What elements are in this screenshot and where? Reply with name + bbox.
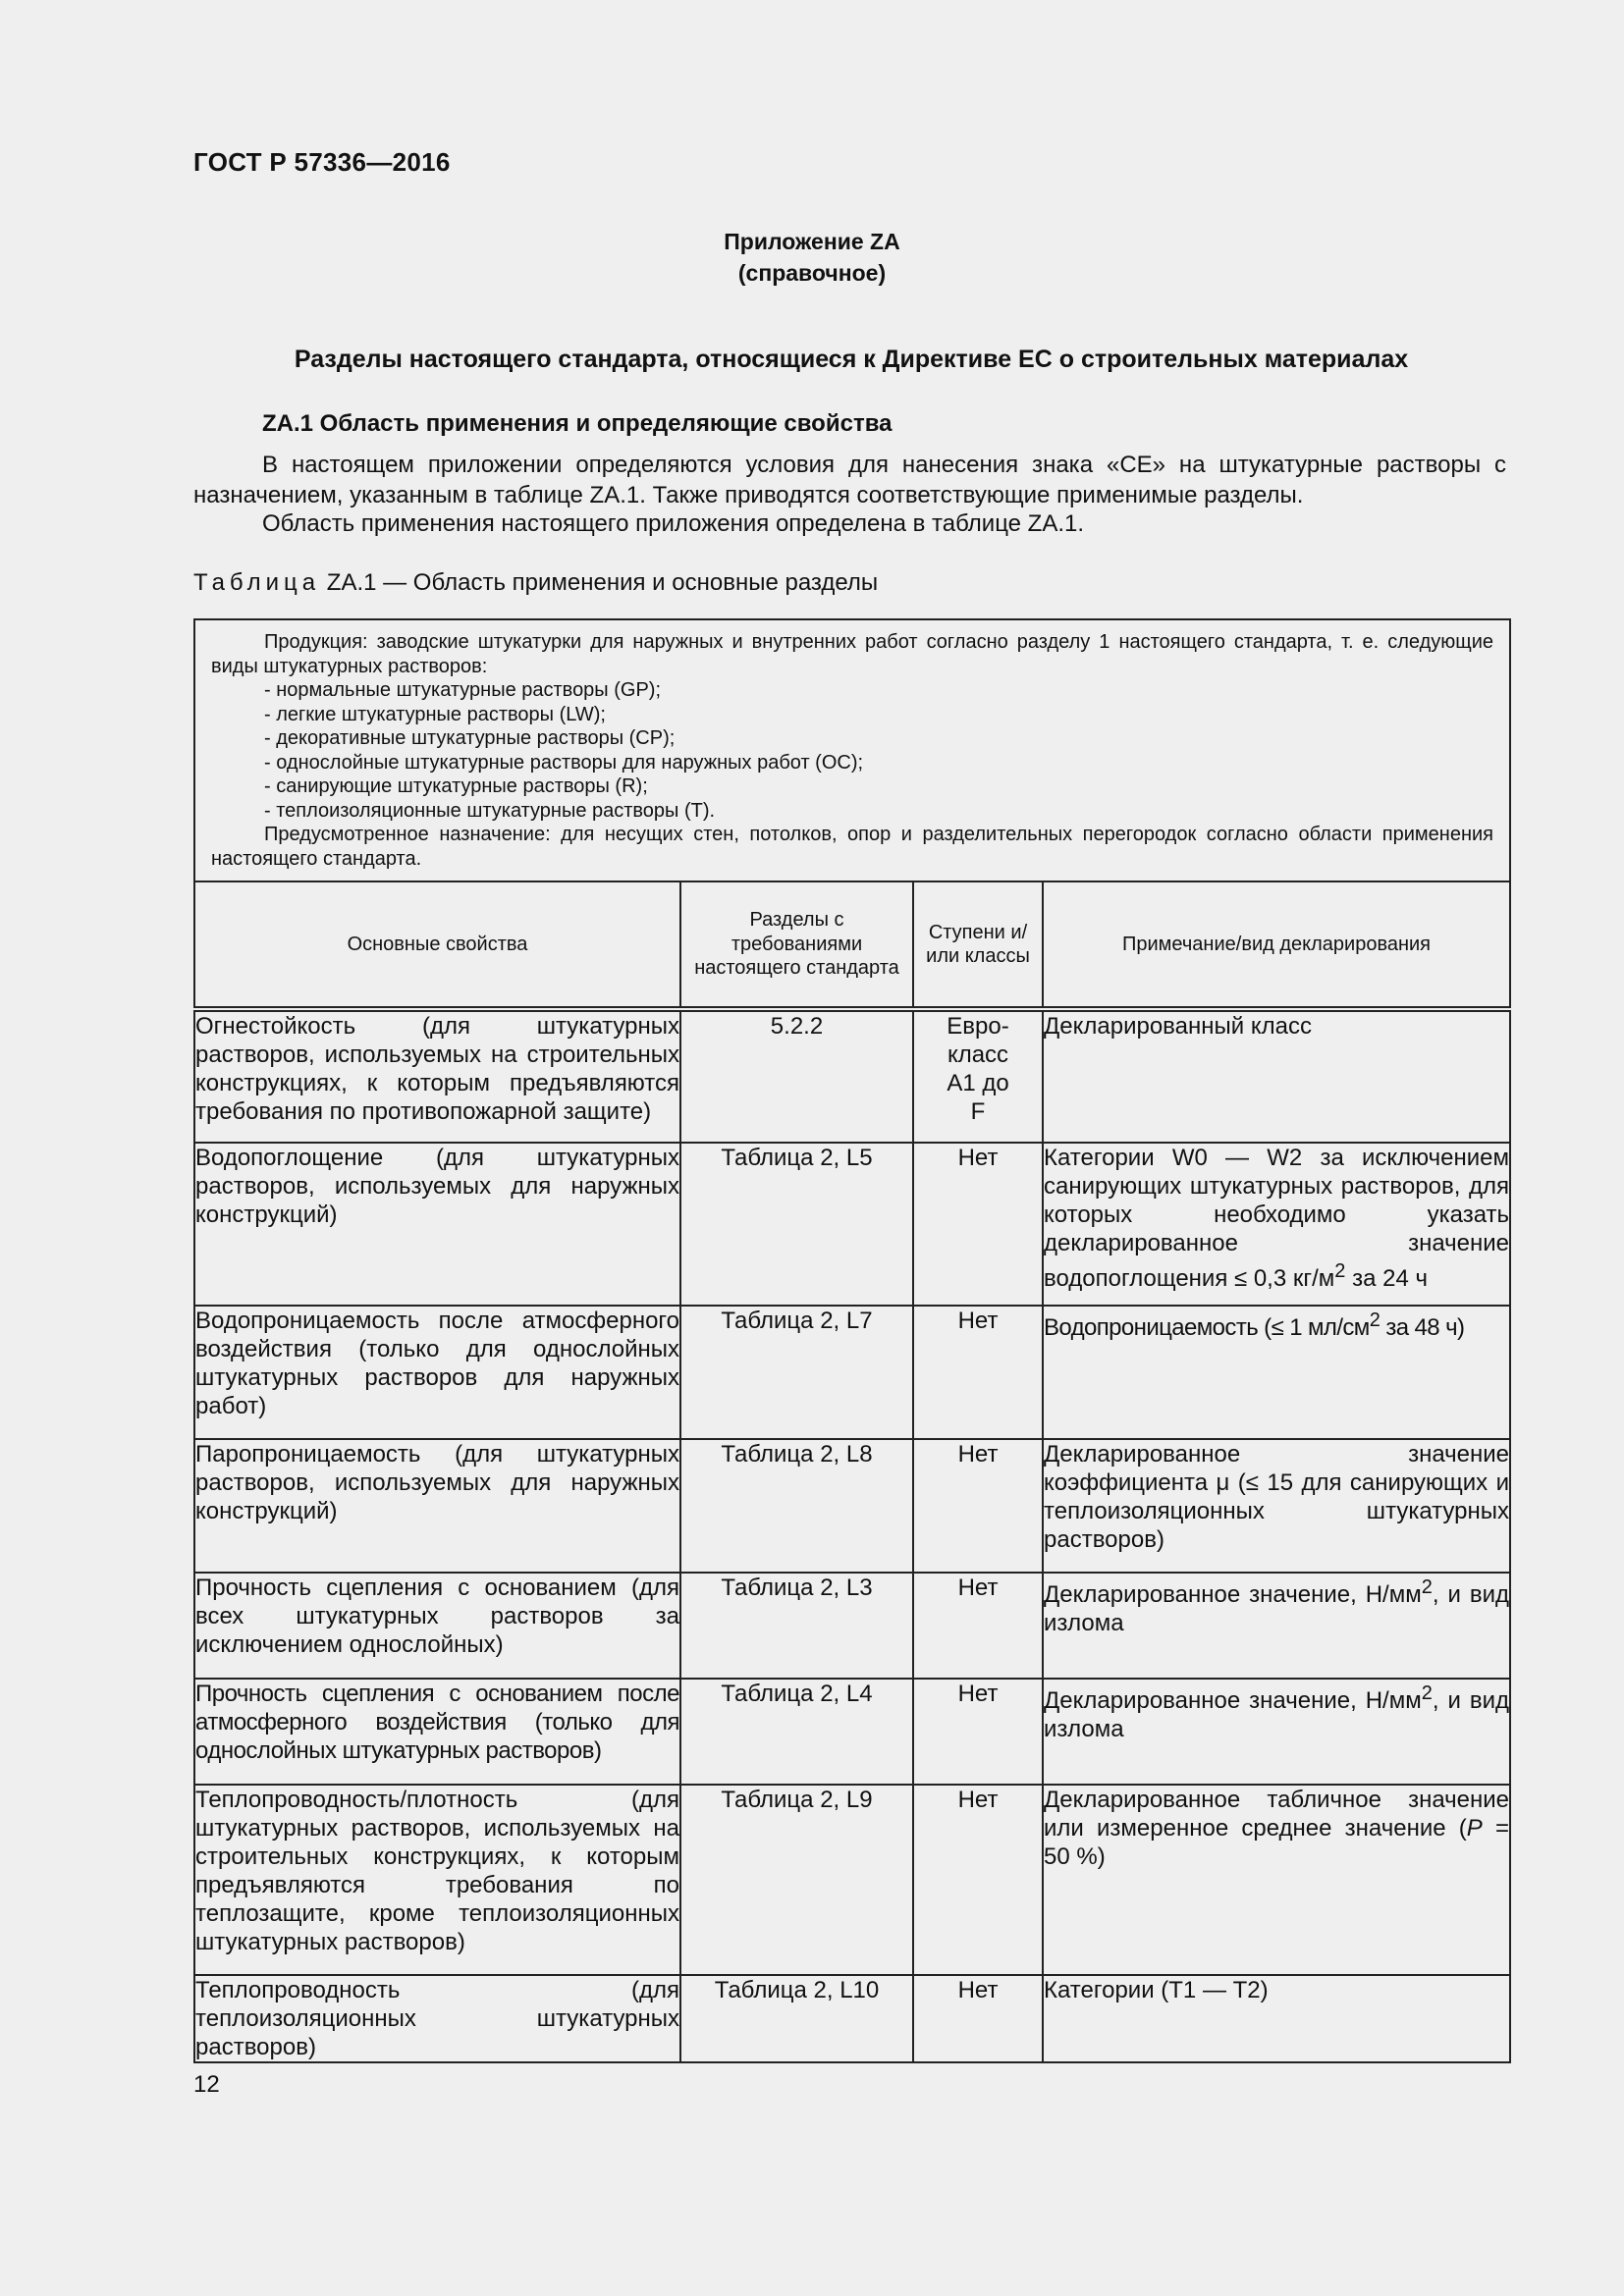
section-cell: 5.2.2: [680, 1009, 913, 1143]
table-header-row: [194, 881, 1510, 1009]
product-item: - санирующие штукатурные растворы (R);: [264, 775, 648, 797]
section-cell: Таблица 2, L4: [680, 1679, 913, 1785]
level-cell: Нет: [913, 1679, 1043, 1785]
table-row: [194, 1439, 1510, 1573]
scope-table: [193, 618, 1511, 2063]
table-caption: [193, 569, 878, 597]
note-superscript: 2: [1369, 1309, 1380, 1331]
property-cell: Водопроницаемость после атмосферного воздействия (только для однослойных штукатурных растворов для наружных работ): [194, 1306, 680, 1439]
products-text: Продукция: заводские штукатурки для наружных и внутренних работ согласно разделу 1 настоящего стандарта, т. е. следующие виды штукатурных растворов:: [211, 631, 1494, 677]
property-cell: Теплопроводность/плотность (для штукатурных растворов, используемых на строительных конструкциях, к которым предъявляются требования по теплозащите, кроме теплоизоляционных штукатурных растворов): [194, 1785, 680, 1975]
header-sections: Разделы с требованиями настоящего стандарта: [680, 881, 913, 1009]
note-cell: Категории (Т1 — Т2): [1043, 1975, 1510, 2062]
header-levels: Ступени и/или классы: [913, 881, 1043, 1009]
level-cell: [913, 1009, 1043, 1143]
level-cell: Нет: [913, 1143, 1043, 1306]
note-text: Декларированное значение, Н/мм: [1044, 1581, 1422, 1608]
level-cell: Нет: [913, 1785, 1043, 1975]
table-caption-word: Таблица: [193, 569, 321, 596]
level-cell: Нет: [913, 1975, 1043, 2062]
product-item: - декоративные штукатурные растворы (CP);: [264, 727, 676, 749]
table-row: [194, 1679, 1510, 1785]
product-item: - теплоизоляционные штукатурные растворы (T).: [264, 799, 716, 822]
note-italic-p: P: [1466, 1815, 1483, 1842]
annex-status: (справочное): [737, 260, 887, 286]
note-text-end: за 48 ч): [1380, 1314, 1465, 1341]
note-superscript: 2: [1334, 1260, 1346, 1282]
section-title: Разделы настоящего стандарта, относящиеся к Директиве ЕС о строительных материалах: [294, 346, 1409, 373]
note-cell: Декларированное значение коэффициента μ (≤ 15 для санирующих и теплоизоляционных штукатурных растворов): [1043, 1439, 1510, 1573]
note-text-end: за 24 ч: [1345, 1265, 1428, 1292]
table-row: [194, 1573, 1510, 1679]
annex-title: Приложение ZA: [724, 229, 900, 254]
annex-heading: [0, 226, 1624, 289]
level-cell: Нет: [913, 1306, 1043, 1439]
note-cell: [1043, 1306, 1510, 1439]
note-text: Категории W0 — W2 за исключением санирующих штукатурных растворов, для которых необходимо указать декларированное значение водопоглощения ≤ 0,3 кг/м: [1044, 1145, 1510, 1292]
product-item: - нормальные штукатурные растворы (GP);: [264, 679, 662, 701]
property-cell: Огнестойкость (для штукатурных растворов, используемых на строительных конструкциях, к которым предъявляются требования по противопожарной защите): [194, 1009, 680, 1143]
product-item: - легкие штукатурные растворы (LW);: [264, 703, 606, 725]
property-cell: Водопоглощение (для штукатурных растворов, используемых для наружных конструкций): [194, 1143, 680, 1306]
section-cell: Таблица 2, L9: [680, 1785, 913, 1975]
note-text: Водопроницаемость (≤ 1 мл/см: [1044, 1314, 1370, 1341]
table-caption-rest: ZA.1 — Область применения и основные разделы: [320, 569, 879, 596]
product-item: - однослойные штукатурные растворы для наружных работ (OC);: [264, 751, 864, 774]
level-cell: Нет: [913, 1573, 1043, 1679]
note-cell: [1043, 1785, 1510, 1975]
section-cell: Таблица 2, L7: [680, 1306, 913, 1439]
section-cell: Таблица 2, L5: [680, 1143, 913, 1306]
header-properties: Основные свойства: [194, 881, 680, 1009]
note-superscript: 2: [1421, 1682, 1433, 1704]
note-text: Декларированное значение, Н/мм: [1044, 1687, 1422, 1714]
property-cell: Паропроницаемость (для штукатурных растворов, используемых для наружных конструкций): [194, 1439, 680, 1573]
note-cell: Декларированный класс: [1043, 1009, 1510, 1143]
table-row: [194, 1009, 1510, 1143]
property-cell: Теплопроводность (для теплоизоляционных штукатурных растворов): [195, 1977, 679, 2060]
note-cell: [1043, 1573, 1510, 1679]
level-text: Евро-класс А1 до F: [947, 1013, 1009, 1125]
paragraph: Область применения настоящего приложения определена в таблице ZA.1.: [262, 510, 1085, 537]
property-cell: Прочность сцепления с основанием после атмосферного воздействия (только для однослойных штукатурных растворов): [194, 1679, 680, 1785]
section-cell: Таблица 2, L3: [680, 1573, 913, 1679]
intended-use: Предусмотренное назначение: для несущих стен, потолков, опор и разделительных перегородок согласно области применения настоящего стандарта.: [211, 824, 1494, 870]
note-superscript: 2: [1421, 1576, 1433, 1598]
note-text-end: , и вид излома: [1044, 1687, 1510, 1742]
note-text-end: , и вид излома: [1044, 1581, 1510, 1636]
note-text-end: = 50 %): [1044, 1815, 1510, 1870]
section-cell: Таблица 2, L10: [680, 1975, 913, 2062]
table-row: [194, 1306, 1510, 1439]
subsection-title: ZA.1 Область применения и определяющие свойства: [262, 410, 893, 437]
table-row: [194, 1143, 1510, 1306]
level-cell: Нет: [913, 1439, 1043, 1573]
table-row: [194, 1975, 1510, 2062]
note-cell: [1043, 1143, 1510, 1306]
section-cell: Таблица 2, L8: [680, 1439, 913, 1573]
paragraph: В настоящем приложении определяются условия для нанесения знака «CE» на штукатурные растворы с назначением, указанным в таблице ZA.1. Также приводятся соответствующие применимые разделы.: [193, 452, 1506, 508]
page-number: 12: [193, 2071, 220, 2098]
property-cell: Прочность сцепления с основанием (для всех штукатурных растворов за исключением однослойных): [194, 1573, 680, 1679]
standard-id: ГОСТ Р 57336—2016: [193, 147, 451, 177]
table-row: [194, 1785, 1510, 1975]
header-notes: Примечание/вид декларирования: [1043, 881, 1510, 1009]
table-intro: [194, 619, 1510, 881]
table-intro-row: [194, 619, 1510, 881]
note-text: Декларированное табличное значение или измеренное среднее значение (: [1044, 1787, 1510, 1842]
note-cell: [1043, 1679, 1510, 1785]
